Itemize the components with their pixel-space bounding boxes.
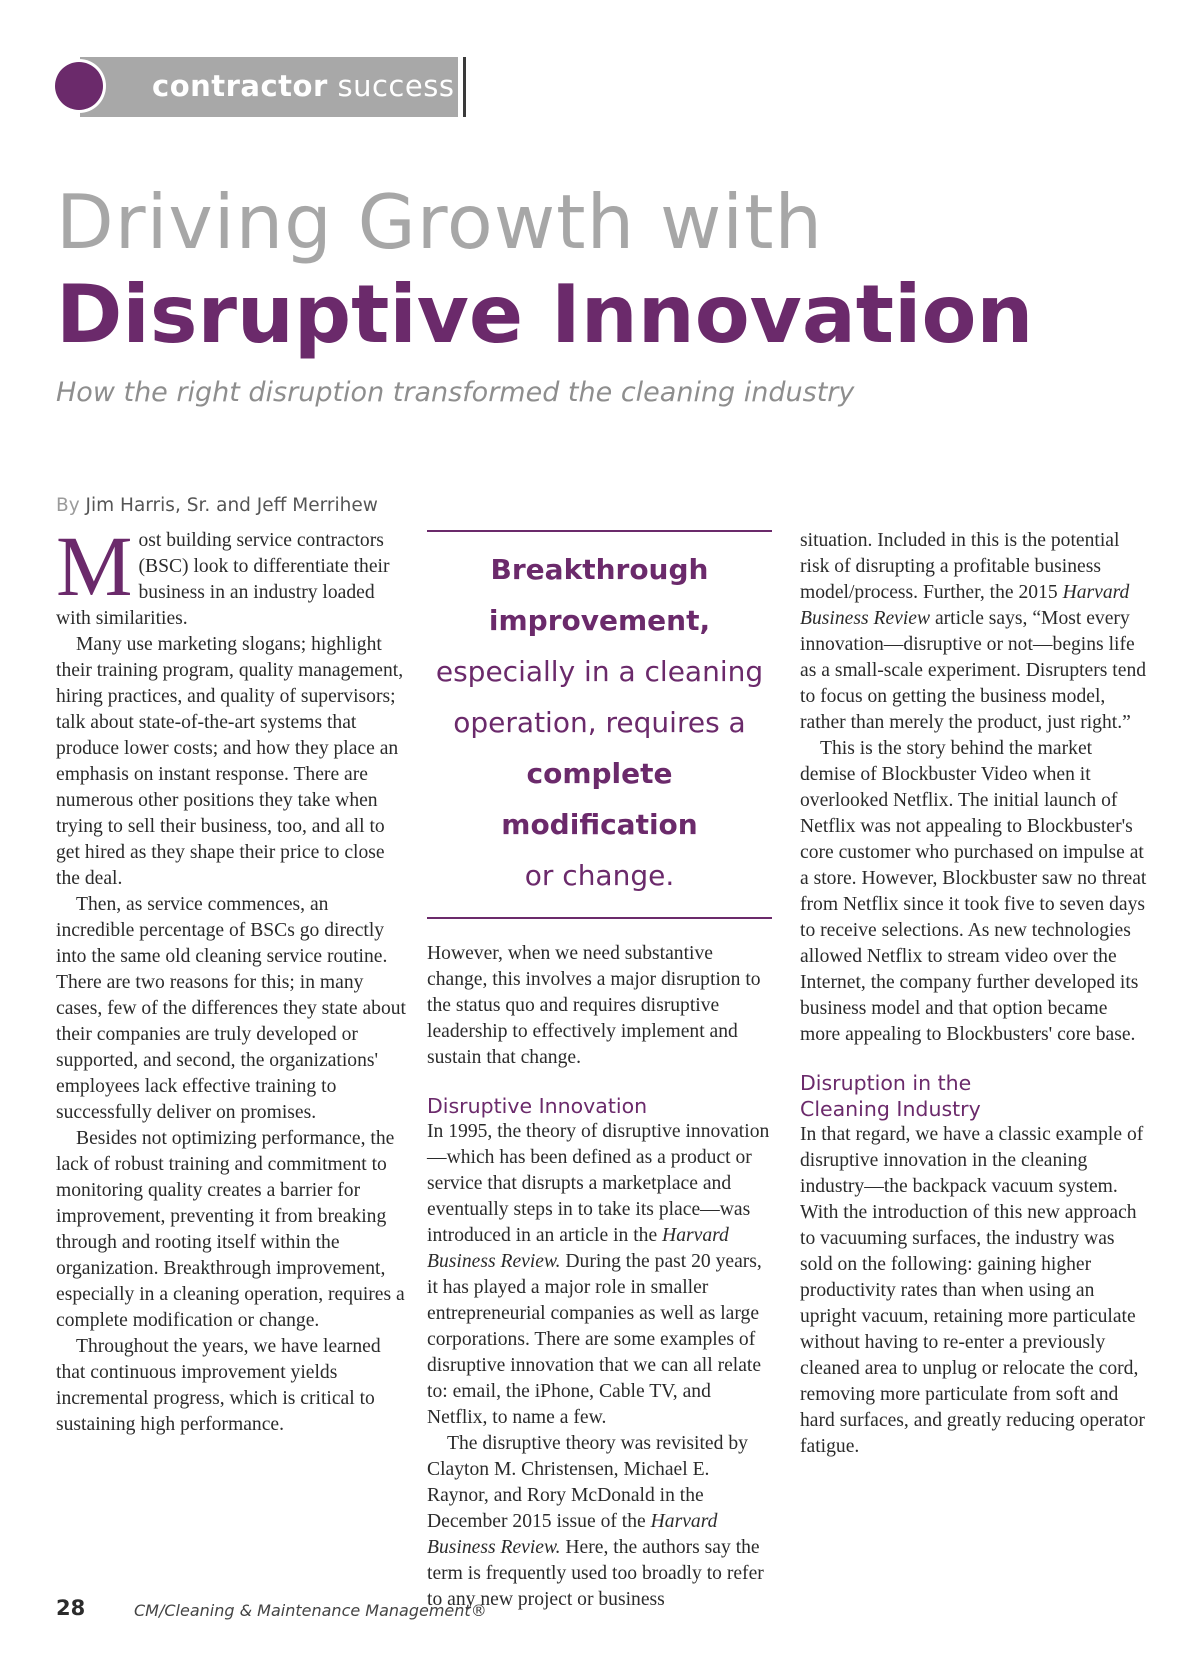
section-divider bbox=[463, 57, 466, 117]
column-3 bbox=[800, 528, 1150, 1460]
section-header bbox=[55, 57, 465, 117]
paragraph-text: ost building service contractors (BSC) look to differentiate their business in an industry loaded with similarities. bbox=[56, 530, 390, 629]
section-circle-icon bbox=[55, 62, 103, 110]
pull-quote-line: or change. bbox=[524, 859, 675, 892]
byline bbox=[56, 495, 378, 516]
section-label-bold: contractor bbox=[152, 69, 328, 103]
title-line-2: Disruptive Innovation bbox=[56, 268, 1034, 361]
subheading: Disruptive Innovation bbox=[427, 1094, 648, 1118]
pull-quote-line: operation, requires a bbox=[453, 706, 746, 739]
text-run: Here, the authors say the term is frequently used too broadly to refer to any new project or business bbox=[427, 1537, 764, 1610]
byline-by: By bbox=[56, 495, 80, 516]
publication-italic: Harvard Business Review. bbox=[427, 1225, 729, 1272]
text-run: situation. Included in this is the potential risk of disrupting a profitable business model/process. Further, the 2015 bbox=[800, 530, 1120, 603]
page-number: 28 bbox=[56, 1596, 86, 1620]
paragraph: However, when we need substantive change, this involves a major disruption to the status quo and requires disruptive leadership to effectively implement and sustain that change. bbox=[427, 943, 761, 1068]
text-run: The disruptive theory was revisited by Clayton M. Christensen, Michael E. Raynor, and Rory McDonald in the December 2015 issue of the bbox=[427, 1433, 748, 1532]
publication-italic: Harvard Business Review bbox=[800, 582, 1130, 629]
pull-quote-line: Breakthrough bbox=[490, 553, 709, 586]
subtitle: How the right disruption transformed the cleaning industry bbox=[56, 377, 855, 408]
pull-quote-line: improvement, bbox=[488, 604, 711, 637]
paragraph bbox=[427, 1119, 772, 1431]
publication-italic: Harvard Business Review. bbox=[427, 1511, 718, 1558]
column-1 bbox=[56, 518, 406, 1438]
paragraph: Then, as service commences, an incredible percentage of BSCs go directly into the same old cleaning service routine. There are two reasons for this; in many cases, few of the differences they state about their companies are truly developed or supported, and second, the organizations' employees lack effective training to successfully deliver on promises. bbox=[56, 894, 406, 1123]
column-2 bbox=[427, 530, 772, 1613]
paragraph bbox=[800, 528, 1150, 736]
text-run: During the past 20 years, it has played a major role in smaller entrepreneurial companies as well as large corporations. There are some examples of disruptive innovation that we can all relate to: email, the iPhone, Cable TV, and Netflix, to name a few. bbox=[427, 1251, 762, 1428]
paragraph: This is the story behind the market demise of Blockbuster Video when it overlooked Netflix. The initial launch of Netflix was not appealing to Blockbuster's core customer who purchased on impulse at a store. However, Blockbuster saw no threat from Netflix since it took five to seven days to receive selections. As new technologies allowed Netflix to stream video over the Internet, the company further developed its business model and that option became more appealing to Blockbusters' core base. bbox=[800, 738, 1147, 1045]
title-line-1: Driving Growth with bbox=[56, 178, 824, 266]
text-run: In 1995, the theory of disruptive innovation—which has been defined as a product or service that disrupts a marketplace and eventually steps in to take its place—was introduced in an article in the bbox=[427, 1121, 770, 1246]
pull-quote-line: complete modification bbox=[501, 757, 698, 841]
subheading-line: Cleaning Industry bbox=[800, 1097, 981, 1121]
paragraph: Many use marketing slogans; highlight their training program, quality management, hiring practices, and quality of supervisors; talk about state-of-the-art systems that produce lower costs; and how they place an emphasis on instant response. There are numerous other positions they take when trying to sell their business, too, and all to get hired as they shape their price to close the deal. bbox=[56, 634, 404, 889]
paragraph: In that regard, we have a classic example of disruptive innovation in the cleaning industry—the backpack vacuum system. With the introduction of this new approach to vacuuming surfaces, the industry was sold on the following: gaining higher productivity rates than when using an upright vacuum, retaining more particulate without having to re-enter a previously cleaned area to unplug or relocate the cord, removing more particulate from soft and hard surfaces, and greatly reducing operator fatigue. bbox=[800, 1124, 1145, 1457]
paragraph: Throughout the years, we have learned that continuous improvement yields incremental progress, which is critical to sustaining high performance. bbox=[56, 1336, 381, 1435]
byline-authors: Jim Harris, Sr. and Jeff Merrihew bbox=[85, 495, 378, 516]
pull-quote-line: especially in a cleaning bbox=[435, 655, 764, 688]
text-run: article says, “Most every innovation—disruptive or not—begins life as a small-scale experiment. Disrupters tend to focus on getting the business model, rather than merely the product, just right.” bbox=[800, 608, 1147, 733]
publication-name: CM/Cleaning & Maintenance Management® bbox=[134, 1601, 487, 1620]
paragraph bbox=[427, 1431, 772, 1613]
subheading bbox=[800, 1070, 1150, 1122]
pull-quote bbox=[427, 530, 772, 919]
drop-cap: M bbox=[56, 518, 133, 614]
paragraph bbox=[56, 518, 406, 632]
section-label-light: success bbox=[337, 69, 455, 103]
paragraph: Besides not optimizing performance, the lack of robust training and commitment to monitoring quality creates a barrier for improvement, preventing it from breaking through and rooting itself within the organization. Breakthrough improvement, especially in a cleaning operation, requires a complete modification or change. bbox=[56, 1128, 405, 1331]
subheading-line: Disruption in the bbox=[800, 1071, 972, 1095]
section-label bbox=[152, 69, 454, 103]
